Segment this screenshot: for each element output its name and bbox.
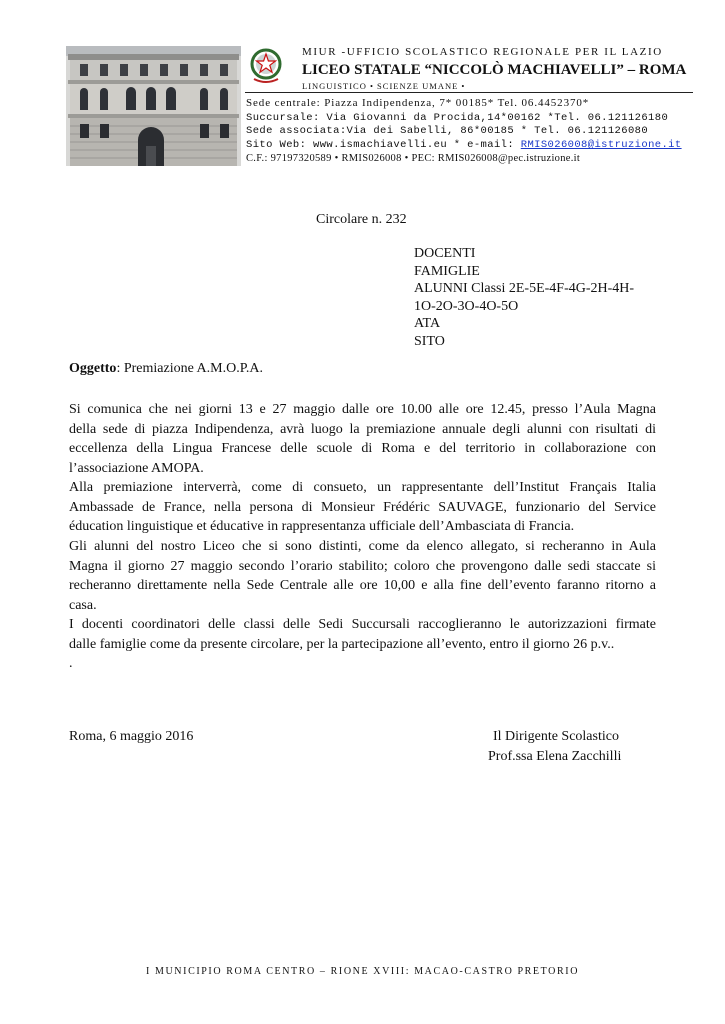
italian-republic-emblem [248, 45, 284, 85]
signature-role: Il Dirigente Scolastico [493, 729, 619, 744]
recipient: ALUNNI Classi 2E-5E-4F-4G-2H-4H- [414, 281, 635, 296]
text-line: casa. [69, 597, 97, 613]
recipient: FAMIGLIE [414, 264, 480, 279]
school-building-image [66, 46, 241, 166]
header-divider [245, 92, 693, 93]
text-line: éducation linguistique et éducative in rappresentanza ufficiale dell’Ambasciata di Francia. [69, 519, 575, 534]
text-line: I docenti coordinatori delle classi delle Sedi Succursali raccoglieranno le autorizzazioni firmate [69, 617, 656, 632]
text-line: della sede di piazza Indipendenza, avrà luogo la premiazione annuale degli alunni con risultati di [69, 421, 656, 437]
text-line: eccellenza della Lingua Francese delle scuole di Roma e del territorio in collaborazione con [69, 441, 656, 456]
text-line: Ambassade de France, nella persona di Monsieur Frédéric SAUVAGE, funzionario del Service [69, 499, 656, 515]
school-subtitle: LINGUISTICO • SCIENZE UMANE • [302, 81, 466, 91]
subject-text: : Premiazione A.M.O.P.A. [116, 361, 264, 376]
page-footer: I MUNICIPIO ROMA CENTRO – RIONE XVIII: MACAO-CASTRO PRETORIO [145, 966, 580, 977]
signature-name: Prof.ssa Elena Zacchilli [488, 749, 622, 764]
text-line: recheranno direttamente nella Sede Centrale alle ore 10,00 e alla fine dell’evento faranno ritorno a [69, 578, 656, 593]
text-line: Magna il giorno 27 maggio secondo l’orario stabilito; coloro che provengono dalle sedi staccate si [69, 558, 656, 574]
recipient: DOCENTI [414, 246, 476, 261]
email-link[interactable]: RMIS026008@istruzione.it [520, 139, 682, 151]
subject-label: Oggetto [69, 361, 117, 376]
text-line: Si comunica che nei giorni 13 e 27 maggio dalle ore 10.00 alle ore 12.45, presso l’Aula Magna [69, 402, 656, 417]
subject-line [69, 361, 263, 377]
succursale: Succursale: Via Giovanni da Procida,14*00162 *Tel. 06.121126180 [246, 112, 669, 124]
recipient: SITO [414, 334, 445, 349]
school-name: LICEO STATALE “NICCOLÒ MACHIAVELLI” – ROMA [302, 62, 687, 78]
text-line: l’associazione AMOPA. [69, 460, 204, 476]
website-label: Sito Web: www.ismachiavelli.eu * e-mail: [246, 139, 521, 151]
text-line: Gli alunni del nostro Liceo che si sono distinti, come da elenco allegato, si recheranno in Aula [69, 539, 656, 554]
recipient: 1O-2O-3O-4O-5O [414, 299, 519, 314]
paragraph-1 [69, 400, 656, 478]
paragraph-4 [69, 615, 656, 674]
website-email [246, 139, 682, 151]
document-date: Roma, 6 maggio 2016 [69, 729, 194, 744]
text-line: Alla premiazione interverrà, come di consueto, un rappresentante dell’Institut Français Italia [69, 480, 656, 495]
text-line: dalle famiglie come da presente circolare, per la partecipazione all’evento, entro il giorno 26 p.v.. [69, 636, 615, 652]
sede-associata: Sede associata:Via dei Sabelli, 86*00185 * Tel. 06.121126080 [246, 125, 649, 137]
ministry-heading: MIUR -UFFICIO SCOLASTICO REGIONALE PER IL LAZIO [302, 46, 663, 58]
tax-codes: C.F.: 97197320589 • RMIS026008 • PEC: RMIS026008@pec.istruzione.it [246, 153, 581, 164]
paragraph-3 [69, 537, 656, 615]
circolare-number: Circolare n. 232 [316, 212, 407, 227]
paragraph-2 [69, 478, 656, 537]
sede-centrale: Sede centrale: Piazza Indipendenza, 7* 00185* Tel. 06.4452370* [246, 97, 590, 109]
recipient: ATA [414, 316, 441, 331]
text-line: . [69, 656, 73, 671]
